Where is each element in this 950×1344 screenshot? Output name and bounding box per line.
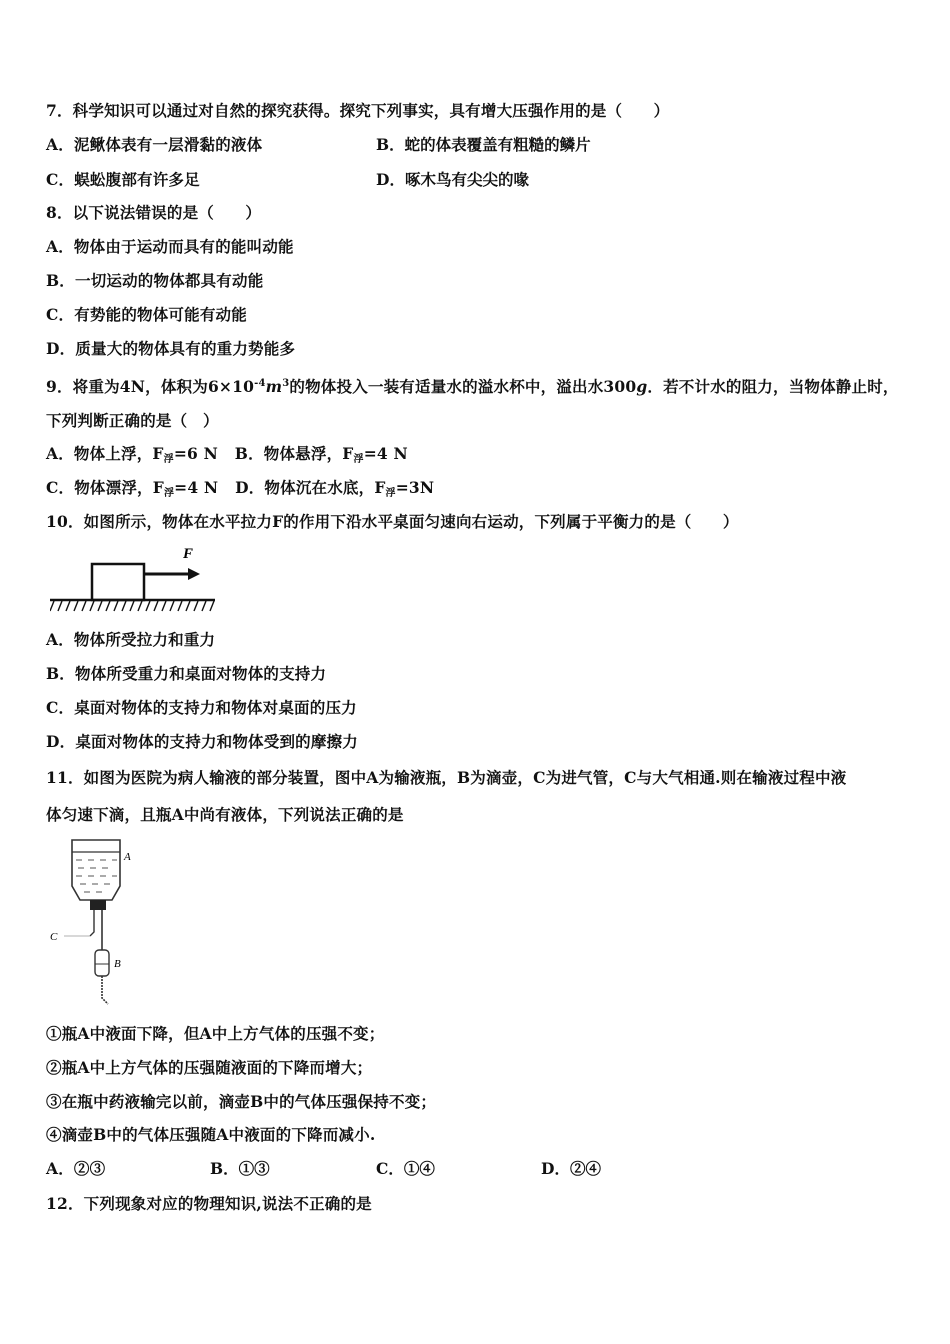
q9-options-row2	[46, 478, 434, 504]
label-c: C	[50, 931, 58, 943]
q11-option-d: D．②④	[541, 1159, 601, 1178]
q11-stem-line1: 11．如图为医院为病人输液的部分装置，图中A为输液瓶，B为滴壶，C为进气管，C与大气相通.则在输液过程中液	[46, 768, 847, 787]
q9-stem-unit: m	[265, 377, 283, 397]
q10-block-figure	[50, 544, 220, 616]
q10-option-c: C．桌面对物体的支持力和物体对桌面的压力	[46, 698, 357, 717]
q9-stem-prefix: 9．将重为4N，体积为6×10	[46, 377, 255, 397]
q10-stem: 10．如图所示，物体在水平拉力F的作用下沿水平桌面匀速向右运动，下列属于平衡力的是（ ）	[46, 512, 739, 531]
q11-option-a: A．②③	[46, 1159, 106, 1178]
q11-statement-1: ①瓶A中液面下降，但A中上方气体的压强不变；	[46, 1024, 385, 1043]
q11-option-b: B．①③	[210, 1159, 270, 1178]
q11-option-c: C．①④	[376, 1159, 435, 1178]
q7-option-c: C．蜈蚣腹部有许多足	[46, 170, 200, 189]
q7-option-b: B．蛇的体表覆盖有粗糙的鳞片	[376, 135, 591, 154]
force-arrow-head	[188, 568, 200, 580]
infusion-bottle	[72, 840, 120, 900]
q8-option-c: C．有势能的物体可能有动能	[46, 305, 247, 324]
label-b: B	[114, 958, 121, 970]
table-hatching	[50, 601, 214, 611]
q9-stem-end: ．若不计水的阻力，当物体静止时，	[647, 377, 899, 397]
q9-stem-g: g	[636, 377, 648, 397]
liquid-dashes	[76, 860, 117, 892]
drip-chamber	[95, 950, 109, 976]
q9-options-row1	[46, 444, 408, 470]
q9-option-d: D．物体沉在水底，$F_浮=3N$	[235, 478, 435, 499]
q10-option-b: B．物体所受重力和桌面对物体的支持力	[46, 664, 327, 683]
q11-stem-line2: 体匀速下滴，且瓶A中尚有液体，下列说法正确的是	[46, 805, 404, 824]
label-a: A	[124, 851, 131, 863]
air-tube	[90, 910, 94, 936]
q8-option-b: B．一切运动的物体都具有动能	[46, 271, 264, 290]
q12-stem: 12．下列现象对应的物理知识,说法不正确的是	[46, 1194, 372, 1213]
q9-option-b: B．物体悬浮，$F_浮=4$ N	[234, 444, 408, 465]
q9-stem	[46, 374, 899, 397]
q8-option-d: D．质量大的物体具有的重力势能多	[46, 339, 296, 358]
q9-stem-unit-exponent: 3	[282, 378, 290, 389]
q11-statement-4: ④滴壶B中的气体压强随A中液面的下降而减小.	[46, 1125, 376, 1144]
q7-option-a: A．泥鳅体表有一层滑黏的液体	[46, 135, 263, 154]
q9-stem-exponent: -4	[254, 378, 266, 389]
q9-option-a: A．物体上浮，$F_浮=6$ N	[46, 444, 218, 465]
q11-statement-2: ②瓶A中上方气体的压强随液面的下降而增大；	[46, 1058, 373, 1077]
force-label: F	[183, 546, 194, 562]
q9-stem-line2: 下列判断正确的是（ ）	[46, 411, 219, 430]
q7-stem: 7．科学知识可以通过对自然的探究获得。探究下列事实，具有增大压强作用的是（ ）	[46, 101, 670, 120]
q8-stem: 8．以下说法错误的是（ ）	[46, 203, 262, 222]
q7-option-d: D．啄木鸟有尖尖的喙	[376, 170, 529, 189]
block-shape	[92, 564, 144, 600]
q9-option-c: C．物体漂浮，$F_浮=4$ N	[46, 478, 219, 499]
q10-option-a: A．物体所受拉力和重力	[46, 630, 216, 649]
q11-statement-3: ③在瓶中药液输完以前，滴壶B中的气体压强保持不变；	[46, 1092, 437, 1111]
q11-infusion-figure	[44, 836, 144, 1008]
q10-option-d: D．桌面对物体的支持力和物体受到的摩擦力	[46, 732, 358, 751]
q8-option-a: A．物体由于运动而具有的能叫动能	[46, 237, 294, 256]
drip-tube-lower	[102, 976, 108, 1004]
bottle-stopper	[90, 900, 106, 910]
q9-stem-suffix: 的物体投入一装有适量水的溢水杯中，溢出水300	[289, 377, 637, 397]
